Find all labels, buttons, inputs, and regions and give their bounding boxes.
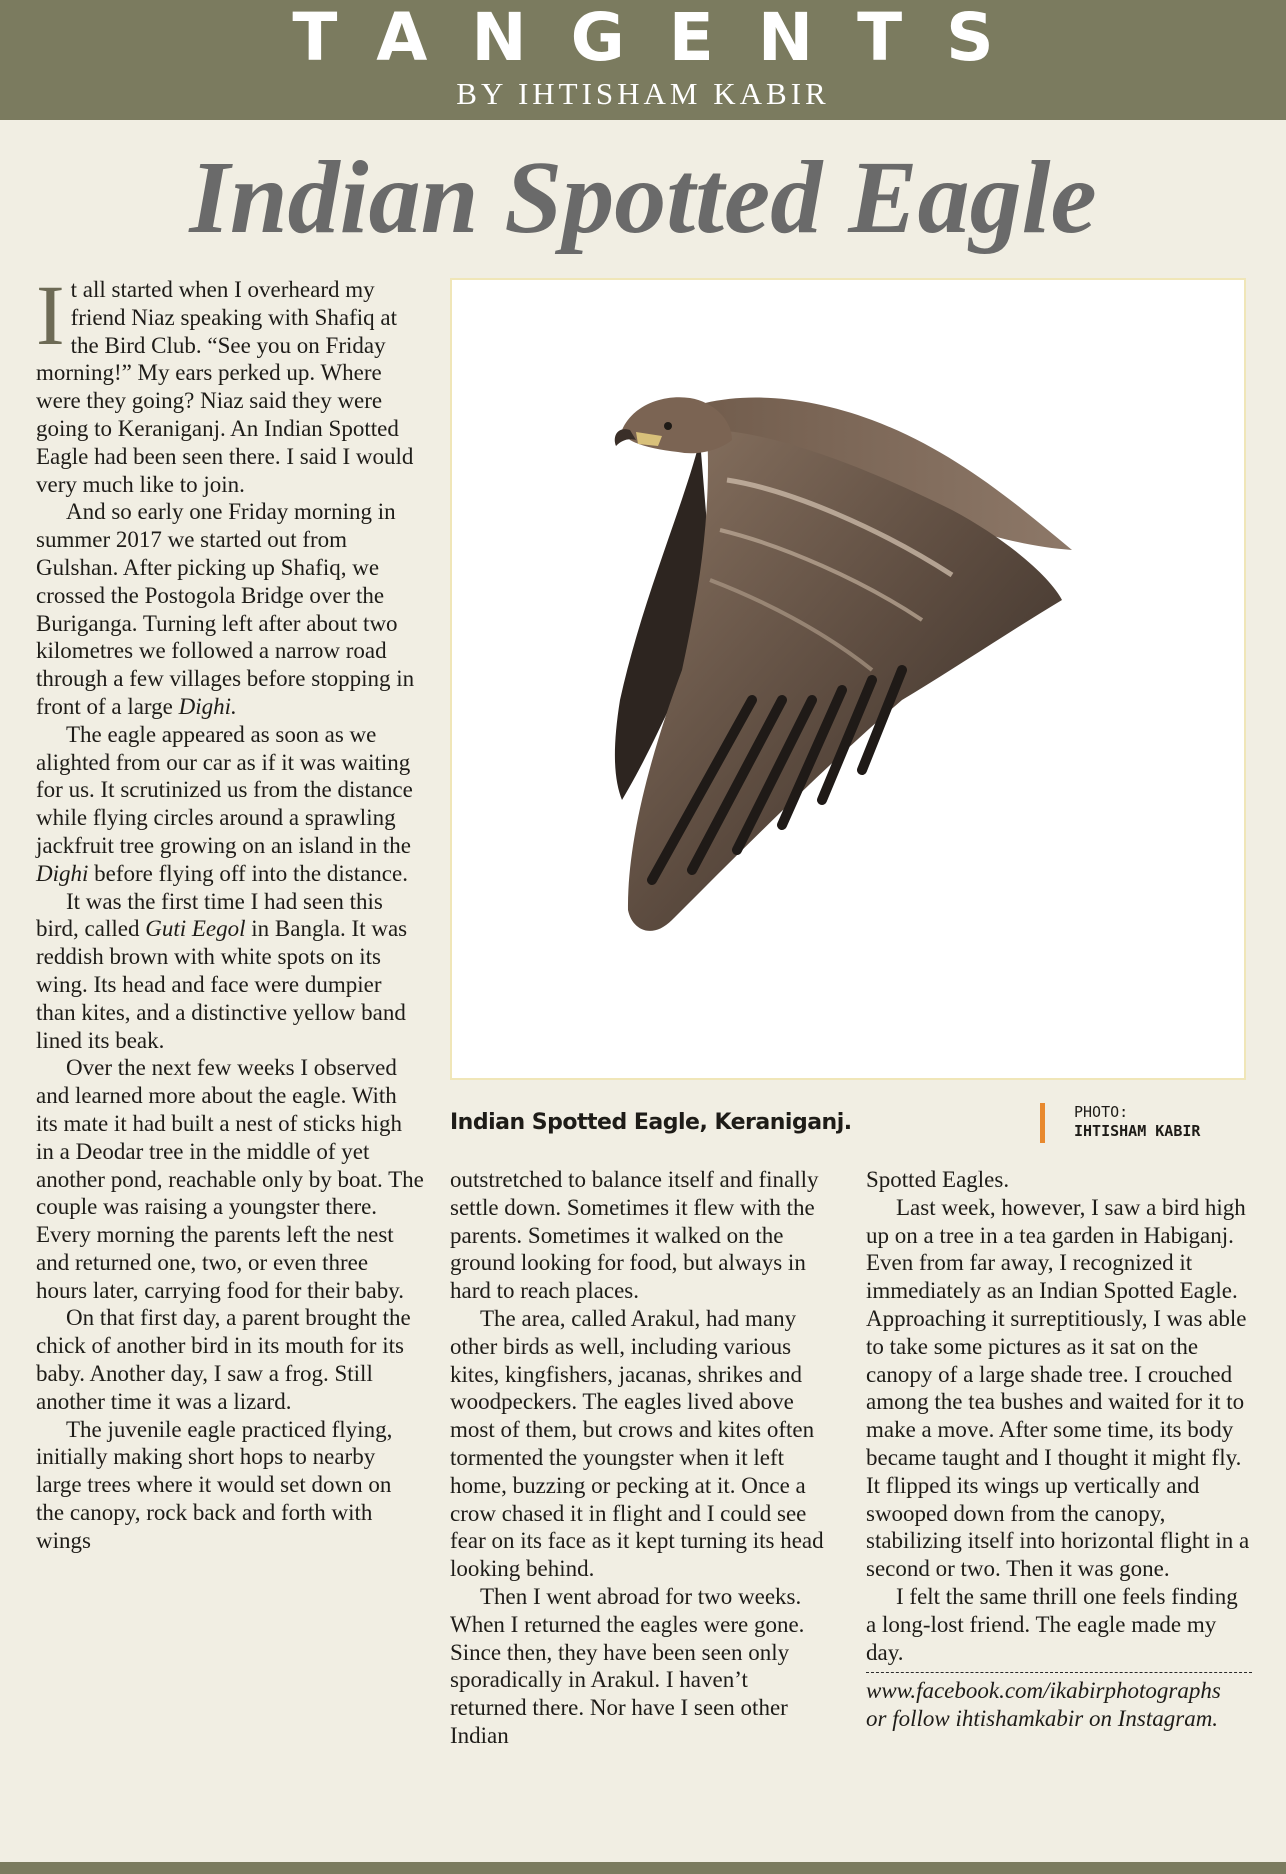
paragraph: t all started when I overheard my friend Niaz speaking with Shafiq at the Bird Club. “See you on Friday morning!” My ears perked up. Where were they going? Niaz said they were going to Keraniganj. An Indian Spotted Eagle had been seen there. I said I would very much like to join. bbox=[36, 277, 414, 497]
article-headline: Indian Spotted Eagle bbox=[189, 140, 1097, 255]
column-brand-title: TANGENTS bbox=[292, 0, 1038, 76]
eagle-illustration bbox=[452, 280, 1244, 1078]
paragraph: It was the first time I had seen this bird, called Guti Eegol in Bangla. It was reddish brown with white spots on its wing. Its head and face were dumpier than kites, and a distinctive yellow band lined its beak. bbox=[36, 888, 408, 1053]
paragraph: On that first day, a parent brought the chick of another bird in its mouth for its baby. Another day, I saw a frog. Still another time it was a lizard. bbox=[36, 1305, 411, 1414]
photo-credit-label: PHOTO: bbox=[1074, 1103, 1129, 1121]
paragraph: The juvenile eagle practiced flying, initially making short hops to nearby large trees where it would set down on the canopy, rock back and forth with wings bbox=[36, 1416, 393, 1553]
paragraph: The area, called Arakul, had many other birds as well, including various kites, kingfishers, jacanas, shrikes and woodpeckers. The eagles lived above most of them, but crows and kites often tormented the youngster when it left home, buzzing or pecking at it. Once a crow chased it in flight and I could see fear on its face as it kept turning its head looking behind. bbox=[450, 1305, 824, 1582]
instagram-note: or follow ihtishamkabir on Instagram. bbox=[866, 1706, 1219, 1732]
masthead bbox=[0, 0, 1286, 120]
byline: BY IHTISHAM KABIR bbox=[456, 76, 830, 111]
paragraph: The eagle appeared as soon as we alighted from our car as if it was waiting for us. It scrutinized us from the distance while flying circles around a sprawling jackfruit tree growing on an island in the Dighi before flying off into the distance. bbox=[36, 721, 413, 886]
footer-bar bbox=[0, 1862, 1286, 1874]
social-links bbox=[866, 1677, 1252, 1733]
paragraph: Over the next few weeks I observed and learned more about the eagle. With its mate it had built a nest of sticks high in a Deodar tree in the middle of yet another pond, reachable only by boat. The couple was raising a youngster there. Every morning the parents left the nest and returned one, two, or even three hours later, carrying food for their baby. bbox=[36, 1055, 424, 1303]
article-column-2 bbox=[450, 1166, 830, 1750]
dashed-divider bbox=[866, 1672, 1252, 1673]
paragraph: Then I went abroad for two weeks. When I returned the eagles were gone. Since then, they have been seen only sporadically in Arakul. I haven’t returned there. Nor have I seen other Indian bbox=[450, 1583, 805, 1748]
paragraph: Last week, however, I saw a bird high up on a tree in a tea garden in Habiganj. Even from far away, I recognized it immediately as an Indian Spotted Eagle. Approaching it surreptitiously, I was able to take some pictures as it sat on the canopy of a large shade tree. I crouched among the tea bushes and waited for it to make a move. After some time, its body became taught and I thought it might fly. It flipped its wings up vertically and swooped down from the canopy, stabilizing itself into horizontal flight in a second or two. Then it was gone. bbox=[866, 1194, 1250, 1582]
paragraph: outstretched to balance itself and finally settle down. Sometimes it flew with the parents. Sometimes it walked on the ground looking for food, but always in hard to reach places. bbox=[450, 1167, 819, 1304]
article-column-3 bbox=[866, 1166, 1252, 1733]
paragraph: And so early one Friday morning in summer 2017 we started out from Gulshan. After picking up Shafiq, we crossed the Postogola Bridge over the Buriganga. Turning left after about two kilometres we followed a narrow road through a few villages before stopping in front of a large Dighi. bbox=[36, 499, 415, 719]
photo-credit-name: IHTISHAM KABIR bbox=[1074, 1122, 1201, 1140]
credit-accent-bar bbox=[1040, 1103, 1045, 1143]
paragraph: Spotted Eagles. bbox=[866, 1167, 1010, 1192]
drop-cap: I bbox=[36, 267, 65, 363]
photo-caption: Indian Spotted Eagle, Keraniganj. bbox=[450, 1110, 852, 1135]
article-column-1 bbox=[36, 267, 424, 1555]
facebook-link[interactable]: www.facebook.com/ikabirphotographs bbox=[866, 1678, 1221, 1704]
eagle-photo bbox=[450, 278, 1246, 1080]
paragraph: I felt the same thrill one feels finding a long-lost friend. The eagle made my day. bbox=[866, 1583, 1238, 1665]
